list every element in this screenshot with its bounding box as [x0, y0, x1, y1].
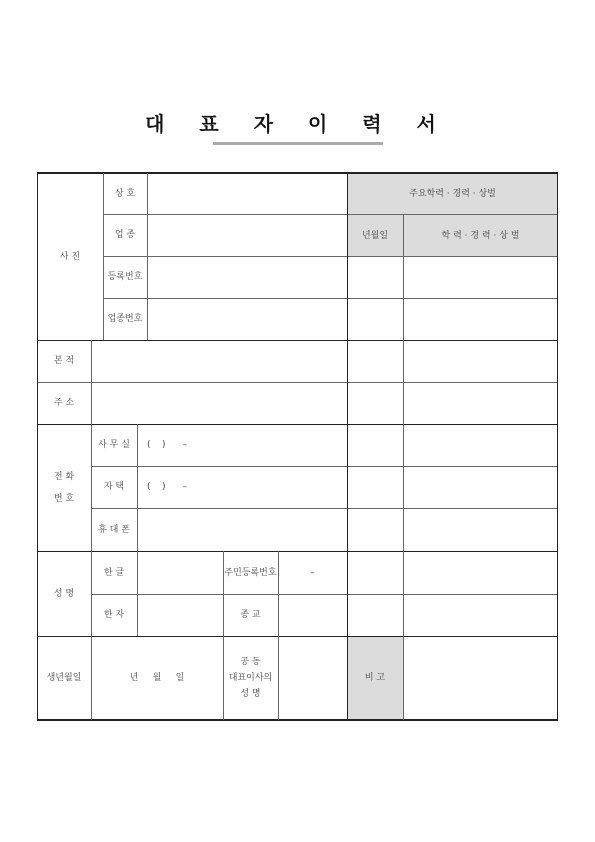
- mobile-phone-field[interactable]: [137, 508, 347, 551]
- domicile-label: 본 적: [53, 356, 75, 366]
- detail-column-header: 학 력 · 경 력 · 상 벌: [441, 230, 520, 241]
- joint-representative-label: 공 동 대표이사의 성 명: [228, 657, 273, 699]
- office-phone-field[interactable]: ( ) –: [147, 440, 188, 450]
- registration-number-label: 등록번호: [107, 272, 143, 282]
- remarks-field[interactable]: [403, 636, 558, 720]
- trade-name-field[interactable]: [147, 173, 347, 214]
- document-title: 대 표 자 이 력 서: [145, 112, 450, 136]
- home-phone-field[interactable]: ( ) –: [147, 482, 188, 492]
- name-hanja-label: 한 자: [103, 610, 125, 620]
- remarks-label: 비 고: [364, 673, 386, 683]
- resident-id-label: 주민등록번호: [224, 567, 277, 578]
- address-field[interactable]: [91, 382, 347, 424]
- title-underline: [213, 142, 383, 145]
- photo-box-label: 사 진: [59, 251, 81, 262]
- business-code-label: 업종번호: [107, 314, 143, 324]
- birth-date-label: 생년월일: [46, 673, 82, 683]
- name-label: 성 명: [53, 588, 75, 599]
- registration-number-field[interactable]: [147, 256, 347, 298]
- name-korean-label: 한 글: [103, 567, 125, 578]
- office-phone-label: 사 무 실: [98, 440, 130, 450]
- birth-date-field[interactable]: 년 월 일: [129, 673, 185, 683]
- business-type-label: 업 종: [114, 230, 136, 240]
- date-column-header: 년월일: [361, 230, 389, 241]
- joint-representative-field[interactable]: [278, 636, 347, 720]
- mobile-phone-label: 휴 대 폰: [98, 524, 130, 535]
- name-korean-field[interactable]: [137, 551, 223, 594]
- address-label: 주 소: [53, 398, 75, 408]
- history-header: 주요학력 · 경력 · 상벌: [409, 188, 496, 199]
- business-code-field[interactable]: [147, 298, 347, 340]
- religion-field[interactable]: [278, 594, 347, 636]
- religion-label: 종 교: [240, 610, 261, 620]
- business-type-field[interactable]: [147, 214, 347, 256]
- name-hanja-field[interactable]: [137, 594, 223, 636]
- phone-label: 전 화 번 호: [53, 471, 75, 504]
- trade-name-label: 상 호: [114, 188, 136, 199]
- domicile-field[interactable]: [91, 340, 347, 382]
- resident-id-field[interactable]: –: [310, 567, 315, 578]
- home-phone-label: 자 택: [103, 482, 125, 492]
